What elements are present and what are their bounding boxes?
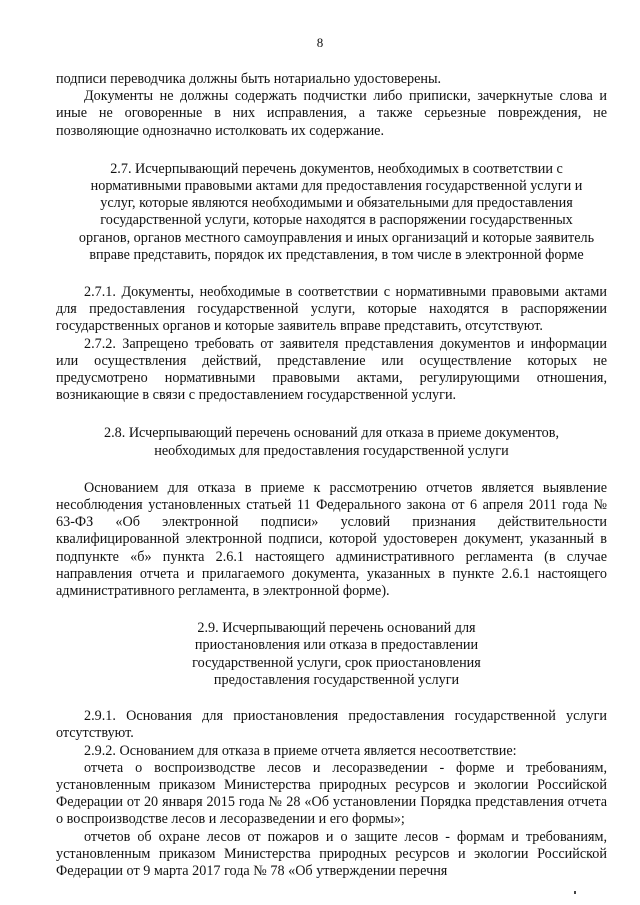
paragraph-forest-protection-report: отчетов об охране лесов от пожаров и о защите лесов - формам и требованиям, установленным приказом Министерства природных ресурсов и экологии Российской Федерации от 9 марта 2017 года № 78 «Об утверждении перечня [56, 828, 607, 879]
paragraph-2-9-2: 2.9.2. Основанием для отказа в приеме отчета является несоответствие: [84, 742, 517, 759]
paragraph-reforestation-report: отчета о воспроизводстве лесов и лесоразведении - форме и требованиям, установленным приказом Министерства природных ресурсов и экологии Российской Федерации от 20 января 2015 года № 28 «Об установлении Порядка представления отчета о воспроизводстве лесов и лесоразведении и его формы»; [56, 759, 607, 828]
section-heading-2-9: 2.9. Исчерпывающий перечень оснований для приостановления или отказа в предоставлении государственной услуги, срок приостановления предоставления государственной услуги [192, 620, 481, 688]
paragraph-2-9-1: 2.9.1. Основания для приостановления предоставления государственной услуги отсутствуют. [56, 708, 607, 742]
paragraph-document-requirements: Документы не должны содержать подчистки либо приписки, зачеркнутые слова и иные не оговоренные в них исправления, а также серьезные повреждения, не позволяющие однозначно истолковать их содержание. [56, 88, 607, 139]
document-body [56, 71, 607, 880]
section-heading-2-7: 2.7. Исчерпывающий перечень документов, необходимых в соответствии с нормативными правовыми актами для предоставления государственной услуги и услуг, которые являются необходимыми и обязательными для предоставления государственной услуги, которые находятся в распоряжении государственных органов, органов местного самоуправления и иных организаций и которые заявитель вправе представить, порядок их представления, в том числе в электронной форме [78, 160, 595, 263]
section-heading-2-8: 2.8. Исчерпывающий перечень оснований для отказа в приеме документов, необходимых для предоставления государственной услуги [103, 425, 559, 459]
paragraph-2-7-2: 2.7.2. Запрещено требовать от заявителя представления документов и информации или осуществления действий, представление или осуществление которых не предусмотрено нормативными правовыми актами, регулирующими отношения, возникающие в связи с предоставлением государственной услуги. [56, 335, 607, 404]
page-number: 8 [316, 35, 324, 50]
paragraph-notary: подписи переводчика должны быть нотариально удостоверены. [56, 71, 442, 87]
scan-mark [574, 891, 576, 894]
paragraph-2-8: Основанием для отказа в приеме к рассмотрению отчетов является выявление несоблюдения установленных статьей 11 Федерального закона от 6 апреля 2011 года № 63-ФЗ «Об электронной подписи» условий признания действительности квалифицированной электронной подписи, которой удостоверен документ, указанный в подпункте «б» пункта 2.6.1 настоящего административного регламента (в случае направления отчета и прилагаемого документа, указанных в пункте 2.6.1 настоящего административного регламента, в электронной форме). [56, 479, 607, 600]
paragraph-2-7-1: 2.7.1. Документы, необходимые в соответствии с нормативными правовыми актами для предоставления государственной услуги, которые находятся в распоряжении государственных органов и которые заявитель вправе представить, отсутствуют. [56, 284, 607, 335]
